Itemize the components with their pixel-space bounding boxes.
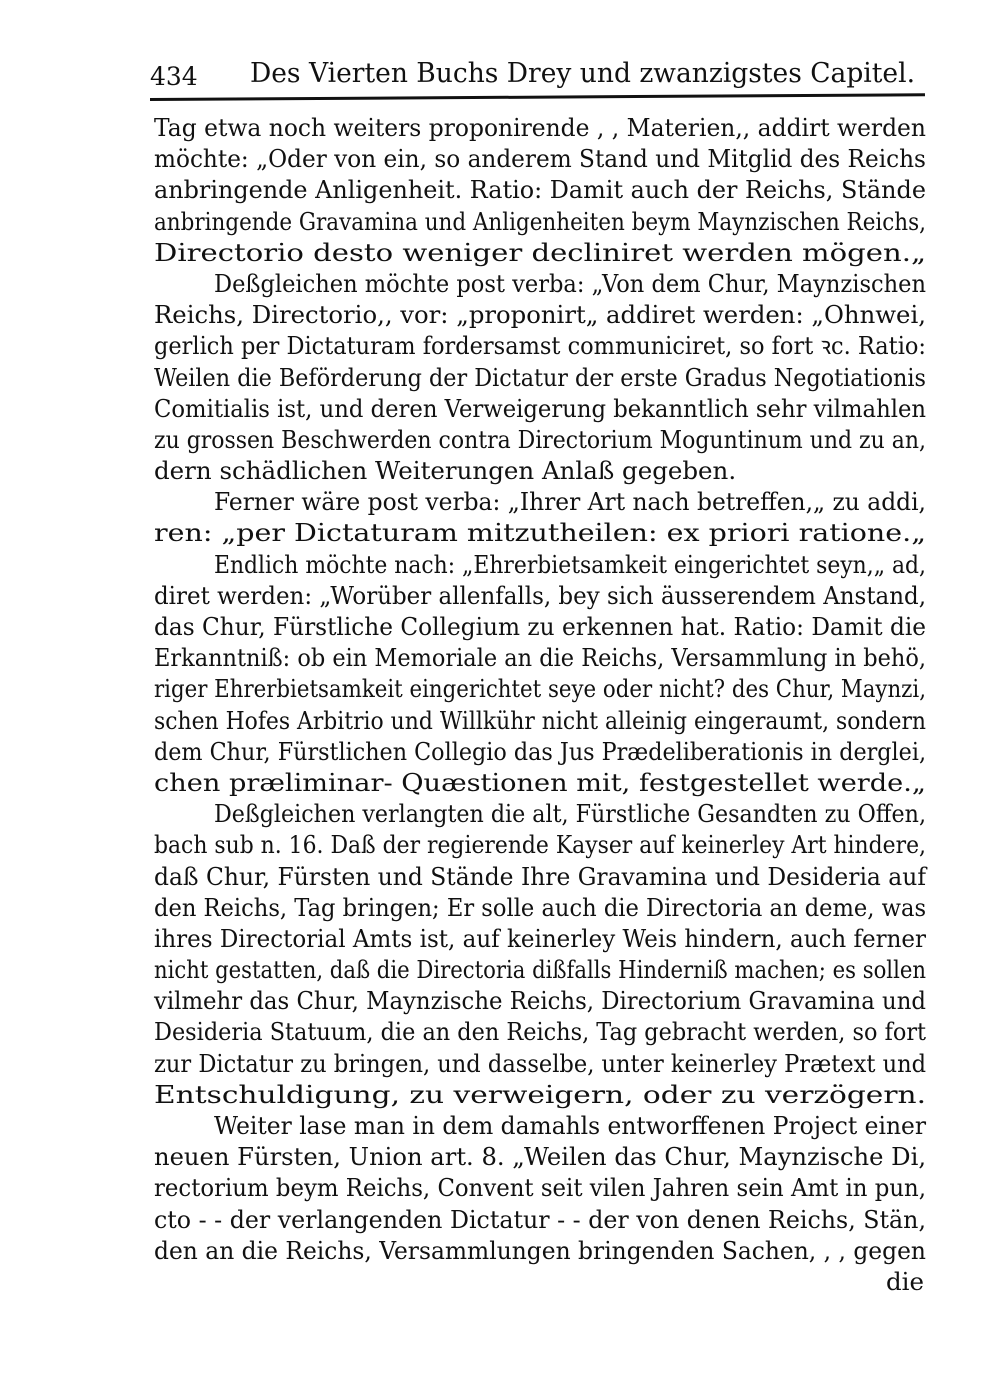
text-line-content: Endlich möchte nach: „Ehrerbietsamkeit eingerichtet seyn,„ ad,	[214, 549, 926, 579]
text-line	[154, 892, 934, 923]
text-line-content: den an die Reichs, Versammlungen bringenden Sachen, , , gegen	[154, 1235, 926, 1265]
text-line-content: Deßgleichen verlangten die alt, Fürstliche Gesandten zu Offen,	[214, 799, 927, 829]
text-line-content: Tag etwa noch weiters proponirende , , Materien,, addirt werden	[154, 113, 926, 142]
text-line	[154, 143, 934, 174]
text-line-content: ihres Directorial Amts ist, auf keinerley Weis hindern, auch ferner	[154, 923, 927, 953]
text-line	[154, 985, 934, 1016]
text-line	[154, 268, 934, 299]
text-line	[154, 486, 934, 517]
running-title: Des Vierten Buchs Drey und zwanzigstes Capitel.	[250, 58, 916, 89]
text-line	[154, 767, 934, 798]
text-line	[154, 705, 934, 736]
text-line	[154, 954, 934, 985]
text-line	[154, 611, 934, 642]
text-line	[154, 549, 934, 580]
text-line-content: gerlich per Dictaturam fordersamst communiciret, so fort ꝛc. Ratio:	[154, 331, 926, 361]
text-line	[154, 829, 934, 860]
text-line-content: dem Chur, Fürstlichen Collegio das Jus Prædeliberationis in derglei,	[154, 736, 927, 766]
text-line	[154, 174, 934, 205]
text-line	[154, 393, 934, 424]
text-line-content: bach sub n. 16. Daß der regierende Kayser auf keinerley Art hindere,	[154, 830, 926, 860]
text-line	[154, 1141, 934, 1172]
text-line-content: Comitialis ist, und deren Verweigerung bekanntlich sehr vilmahlen	[154, 393, 927, 423]
text-line-content: zur Dictatur zu bringen, und dasselbe, unter keinerley Prætext und	[154, 1048, 927, 1078]
text-line-content: riger Ehrerbietsamkeit eingerichtet seye oder nicht? des Chur, Maynzi,	[154, 674, 926, 704]
text-line-content: schen Hofes Arbitrio und Willkühr nicht alleinig eingeraumt, sondern	[154, 705, 926, 735]
text-line	[154, 1016, 934, 1047]
text-line	[154, 299, 934, 330]
text-line	[154, 237, 934, 268]
text-line	[154, 1172, 934, 1203]
text-line-content: Directorio desto weniger decliniret werden mögen.„	[154, 237, 927, 267]
text-line-content: das Chur, Fürstliche Collegium zu erkennen hat. Ratio: Damit die	[154, 612, 926, 641]
text-line-content: anbringende Anligenheit. Ratio: Damit auch der Reichs, Stände	[154, 175, 926, 205]
text-line-content: Weilen die Beförderung der Dictatur der erste Gradus Negotiationis	[154, 362, 926, 392]
text-line	[154, 112, 934, 143]
text-line-content: nicht gestatten, daß die Directoria dißfalls Hinderniß machen; es sollen	[154, 955, 927, 985]
text-line	[154, 923, 934, 954]
text-line-content: zu grossen Beschwerden contra Directorium Moguntinum und zu an,	[154, 424, 926, 454]
text-line-content: anbringende Gravamina und Anligenheiten beym Maynzischen Reichs,	[154, 206, 926, 236]
text-line	[154, 424, 934, 455]
text-line-content: Ferner wäre post verba: „Ihrer Art nach betreffen,„ zu addi,	[214, 487, 926, 517]
text-line-content: dern schädlichen Weiterungen Anlaß gegeben.	[154, 456, 737, 486]
text-line	[154, 798, 934, 829]
page-number: 434	[150, 62, 198, 91]
text-line-content: Erkanntniß: ob ein Memoriale an die Reichs, Versammlung in behö,	[154, 643, 927, 673]
text-line-content: diret werden: „Worüber allenfalls, bey sich äusserendem Anstand,	[154, 580, 926, 610]
text-line	[154, 330, 934, 361]
text-line-content: den Reichs, Tag bringen; Er solle auch die Directoria an deme, was	[154, 892, 927, 922]
text-line-content: neuen Fürsten, Union art. 8. „Weilen das Chur, Maynzische Di,	[154, 1142, 927, 1172]
text-line-content: rectorium beym Reichs, Convent seit vilen Jahren sein Amt in pun,	[154, 1173, 927, 1203]
text-line-content: Desideria Statuum, die an den Reichs, Tag gebracht werden, so fort	[154, 1017, 927, 1047]
text-line	[154, 1204, 934, 1235]
body-text	[154, 112, 934, 1297]
text-line	[154, 206, 934, 237]
text-line	[154, 736, 934, 767]
text-line-content: Weiter lase man in dem damahls entworffenen Project einer	[214, 1111, 927, 1140]
text-line	[154, 517, 934, 548]
text-line	[154, 673, 934, 704]
text-line	[154, 455, 934, 486]
text-line	[154, 580, 934, 611]
text-line	[154, 362, 934, 393]
text-line	[154, 1079, 934, 1110]
text-line-content: chen præliminar- Quæstionen mit, festgestellet werde.„	[154, 767, 926, 797]
text-line-content: daß Chur, Fürsten und Stände Ihre Gravamina und Desideria auf	[154, 861, 926, 891]
catchword	[154, 1266, 934, 1297]
text-line-content: ren: „per Dictaturam mitzutheilen: ex priori ratione.„	[154, 518, 926, 548]
page-header	[150, 58, 920, 98]
text-line	[154, 642, 934, 673]
text-line-content: Entschuldigung, zu verweigern, oder zu verzögern.	[154, 1079, 927, 1109]
text-line	[154, 1235, 934, 1266]
text-line-content: vilmehr das Chur, Maynzische Reichs, Directorium Gravamina und	[154, 986, 926, 1016]
text-line-content: cto - - der verlangenden Dictatur - - der von denen Reichs, Stän,	[154, 1204, 926, 1234]
text-line-content: Deßgleichen möchte post verba: „Von dem Chur, Maynzischen	[214, 268, 927, 298]
text-line-content: die	[885, 1266, 924, 1296]
text-line	[154, 861, 934, 892]
text-line-content: möchte: „Oder von ein, so anderem Stand und Mitglid des Reichs	[154, 144, 926, 174]
text-line	[154, 1110, 934, 1141]
text-line	[154, 1048, 934, 1079]
text-line-content: Reichs, Directorio,, vor: „proponirt„ addiret werden: „Ohnwei,	[154, 300, 926, 330]
